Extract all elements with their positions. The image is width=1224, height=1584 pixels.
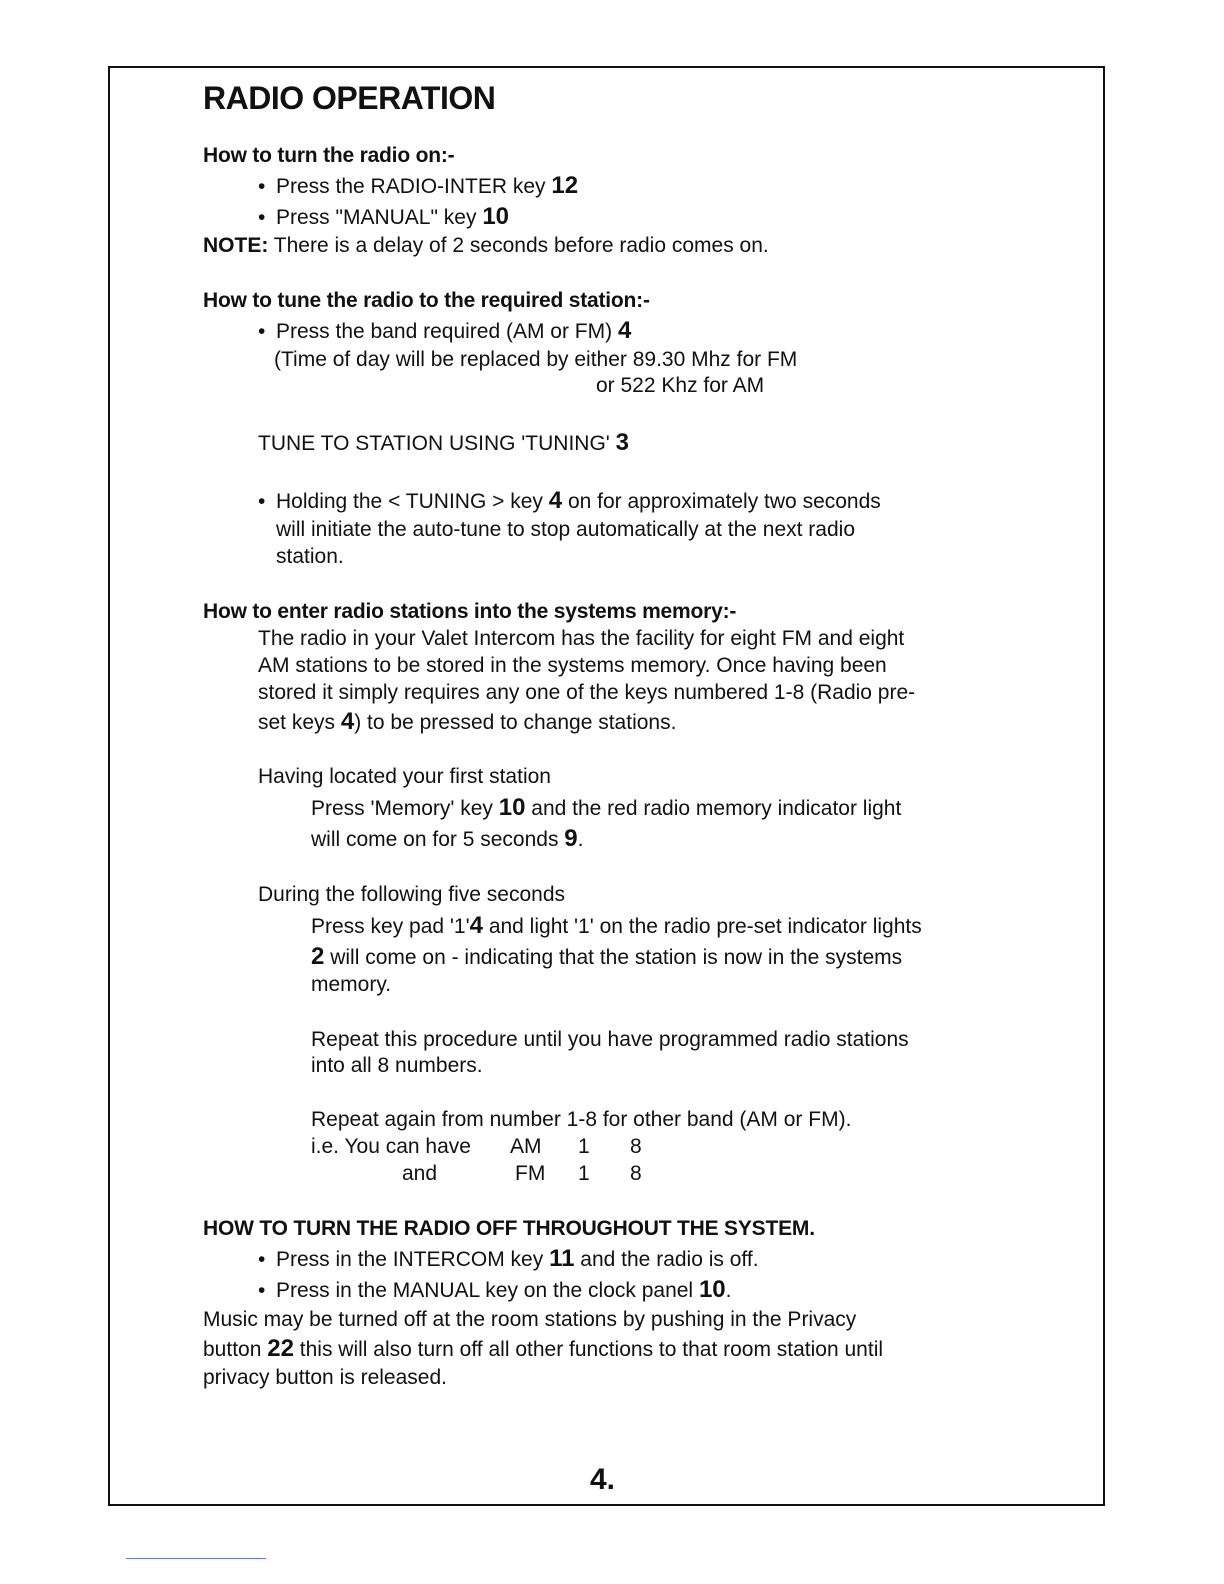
holding-line-2: will initiate the auto-tune to stop automatically at the next radio	[276, 518, 855, 541]
key-number: 9	[564, 825, 578, 852]
key-number: 4	[469, 912, 483, 939]
bullet-band	[258, 317, 631, 345]
repeat-line-2: into all 8 numbers.	[311, 1054, 483, 1077]
come-on-post: .	[577, 828, 584, 851]
come-on-text: will come on for 5 seconds	[311, 828, 559, 851]
ie-am: AM	[510, 1135, 542, 1158]
bullet-text: Press "MANUAL" key	[276, 206, 477, 229]
repeat-line-1: Repeat this procedure until you have programmed radio stations	[311, 1028, 909, 1051]
music-line-2	[203, 1335, 883, 1363]
bullet-text: Press in the INTERCOM key	[276, 1248, 544, 1271]
bullet-text-post: and the radio is off.	[580, 1248, 759, 1271]
key-number: 22	[267, 1335, 294, 1362]
ie-fm-from: 1	[578, 1162, 590, 1185]
keypad-line-2	[311, 943, 902, 971]
ie-label: i.e. You can have	[311, 1135, 471, 1158]
located-line: Having located your first station	[258, 765, 551, 788]
keypad-line-1	[311, 912, 922, 940]
bullet-text: Press the band required (AM or FM)	[276, 320, 613, 343]
ie-am-to: 8	[630, 1135, 642, 1158]
tune-line	[258, 429, 629, 457]
bullet-text: Press the RADIO-INTER key	[276, 175, 546, 198]
key-number: 3	[615, 429, 630, 456]
keypad-text-post: and light '1' on the radio pre-set indicator lights	[488, 915, 922, 938]
come-on-line	[311, 825, 584, 853]
key-number: 2	[311, 943, 325, 970]
memory-para-line-3: stored it simply requires any one of the keys numbered 1-8 (Radio pre-	[258, 681, 916, 704]
key-number: 12	[551, 172, 579, 199]
memory-para-line-4	[258, 708, 676, 736]
repeat-again-line: Repeat again from number 1-8 for other band (AM or FM).	[311, 1108, 852, 1131]
music-line-1: Music may be turned off at the room stations by pushing in the Privacy	[203, 1308, 857, 1331]
bullet-icon: •	[258, 1248, 266, 1271]
ie-am-from: 1	[578, 1135, 590, 1158]
bullet-text: Press in the MANUAL key on the clock panel	[276, 1279, 694, 1302]
bullet-radio-inter	[258, 172, 578, 200]
memory-para-line-2: AM stations to be stored in the systems memory. Once having been	[258, 654, 887, 677]
bullet-icon: •	[258, 206, 266, 229]
bullet-intercom	[258, 1245, 759, 1273]
key-number: 4	[548, 487, 563, 514]
press-memory-line	[311, 794, 901, 822]
note-line	[203, 234, 769, 258]
para-text-post: ) to be pressed to change stations.	[354, 711, 677, 734]
holding-line-3: station.	[276, 545, 344, 568]
para-text: set keys	[258, 711, 336, 734]
music-text: button	[203, 1338, 262, 1361]
bullet-icon: •	[258, 320, 266, 343]
music-line-3: privacy button is released.	[203, 1366, 447, 1389]
press-text-post: and the red radio memory indicator light	[531, 797, 902, 820]
footer-rule	[126, 1558, 266, 1559]
key-number: 4	[340, 708, 355, 735]
heading-memory: How to enter radio stations into the systems memory:-	[203, 600, 737, 623]
time-line-1: (Time of day will be replaced by either 89.30 Mhz for FM	[274, 348, 798, 371]
press-text: Press 'Memory' key	[311, 797, 493, 820]
page-number: 4.	[590, 1463, 616, 1496]
page-title: RADIO OPERATION	[203, 80, 496, 116]
key-number: 10	[698, 1276, 726, 1303]
memory-para-line-1: The radio in your Valet Intercom has the facility for eight FM and eight	[258, 627, 905, 650]
key-number: 4	[617, 317, 632, 344]
bullet-text-post: .	[725, 1279, 732, 1302]
heading-tune: How to tune the radio to the required station:-	[203, 289, 650, 312]
keypad-text: Press key pad '1'	[311, 915, 470, 938]
bullet-icon: •	[258, 490, 266, 513]
keypad-line2-text: will come on - indicating that the station is now in the systems	[330, 946, 903, 969]
key-number: 10	[482, 203, 510, 230]
bullet-icon: •	[258, 175, 266, 198]
keypad-line-3: memory.	[311, 973, 392, 996]
key-number: 10	[498, 794, 526, 821]
during-line: During the following five seconds	[258, 883, 566, 906]
key-number: 11	[549, 1245, 575, 1272]
tune-text: TUNE TO STATION USING 'TUNING'	[258, 432, 610, 455]
bullet-text: Holding the < TUNING > key	[276, 490, 543, 513]
bullet-manual-off	[258, 1276, 731, 1304]
music-text-post: this will also turn off all other functions to that room station until	[299, 1338, 884, 1361]
ie-fm-to: 8	[630, 1162, 642, 1185]
ie-and: and	[402, 1162, 438, 1185]
note-text: There is a delay of 2 seconds before radio comes on.	[273, 234, 769, 257]
heading-turn-on: How to turn the radio on:-	[203, 144, 455, 167]
bullet-text-post: on for approximately two seconds	[567, 490, 881, 513]
bullet-holding	[258, 487, 881, 515]
time-line-2: or 522 Khz for AM	[596, 374, 765, 397]
heading-turn-off: HOW TO TURN THE RADIO OFF THROUGHOUT THE SYSTEM.	[203, 1217, 815, 1240]
bullet-icon: •	[258, 1279, 266, 1302]
bullet-manual	[258, 203, 509, 231]
ie-fm: FM	[515, 1162, 546, 1185]
note-label: NOTE:	[203, 234, 269, 257]
